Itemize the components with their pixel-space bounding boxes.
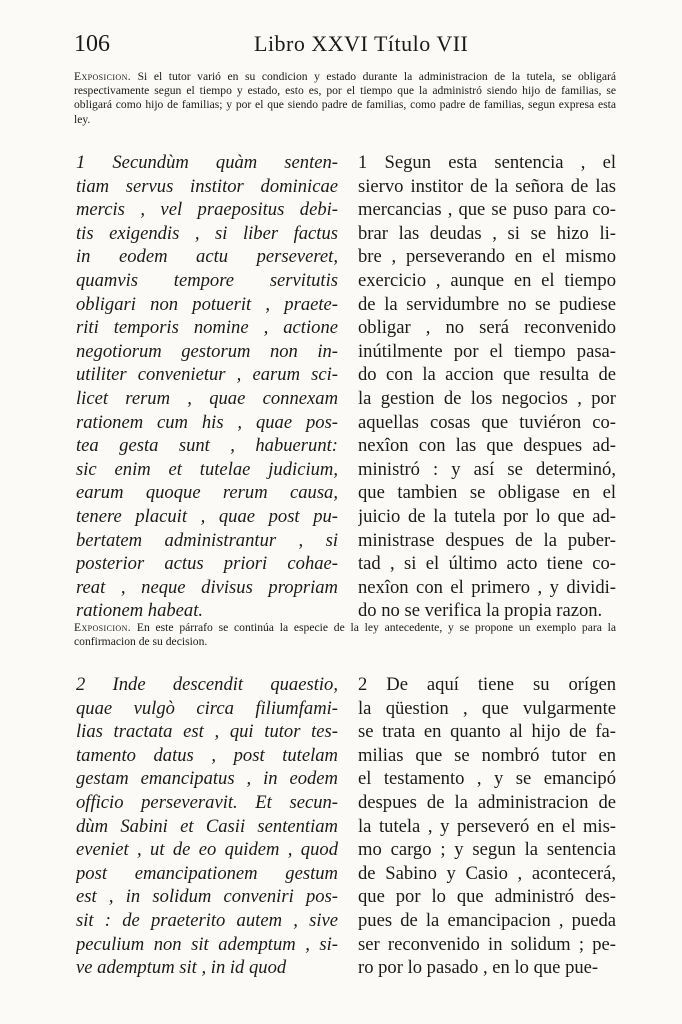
text-line: ser reconvenido in solidum ; pe- <box>358 933 616 955</box>
text-line: inútilmente por el tiempo pasa- <box>358 340 616 362</box>
text-line: dùm Sabini et Casii sententiam <box>76 815 338 837</box>
text-line: exercicio , aunque en el tiempo <box>358 269 616 291</box>
text-line: earum quoque rerum causa, <box>76 482 338 504</box>
text-line: aquellas cosas que tuviéron co- <box>358 411 616 433</box>
exposicion-note-1 <box>74 70 616 127</box>
exposicion-label: Exposicion. <box>74 621 132 634</box>
text-line: la qüestion , que vulgarmente <box>358 697 616 719</box>
text-line: obligari non potuerit , praete- <box>76 293 338 315</box>
text-line: posterior actus priori cohae- <box>76 553 338 575</box>
text-line: la gestion de los negocios , por <box>358 387 616 409</box>
text-line: que por lo que administró des- <box>358 886 616 908</box>
text-line: eveniet , ut de eo quidem , quod <box>76 839 338 861</box>
text-line: quae vulgò circa filiumfami- <box>76 697 338 719</box>
text-line: gestam emancipatus , in eodem <box>76 768 338 790</box>
text-line: el testamento , y se emancipó <box>358 768 616 790</box>
page-header <box>74 31 614 61</box>
spanish-column-section-2 <box>358 673 616 980</box>
text-line: juicio de la tutela por lo que ad- <box>358 505 616 527</box>
latin-column-section-2 <box>76 673 338 980</box>
text-line: reat , neque divisus propriam <box>76 576 338 598</box>
text-line: tiam servus institor dominicae <box>76 175 338 197</box>
text-line: ministró : y así se determinó, <box>358 458 616 480</box>
text-line: rationem cum his , quae pos- <box>76 411 338 433</box>
text-line: mo cargo ; y segun la sentencia <box>358 839 616 861</box>
text-line: 2 De aquí tiene su orígen <box>358 674 616 695</box>
text-line: 2 Inde descendit quaestio, <box>76 674 338 695</box>
text-line: do con la accion que resulta de <box>358 364 616 386</box>
text-line: nexîon con las que despues ad- <box>358 435 616 457</box>
page-number: 106 <box>74 31 110 57</box>
text-line: se trata en quanto al hijo de fa- <box>358 721 616 743</box>
text-line: pues de la emancipacion , pueda <box>358 909 616 931</box>
text-line: ve ademptum sit , in id quod <box>76 957 287 979</box>
running-title: Libro XXVI Título VII <box>254 31 469 56</box>
text-line: do no se verifica la propia razon. <box>358 600 603 622</box>
text-line: ro por lo pasado , en lo que pue- <box>358 957 599 979</box>
exposicion-label: Exposicion. <box>74 70 132 83</box>
text-line: brar las deudas , si se hizo li- <box>358 222 616 244</box>
text-line: de la servidumbre no se pudiese <box>358 293 616 315</box>
text-line: obligar , no será reconvenido <box>358 317 616 339</box>
exposicion-text: En este párrafo se continúa la especie de la ley antecedente, y se propone un exemplo para la confirmacion de su decision. <box>74 621 617 649</box>
text-line: negotiorum gestorum non in- <box>76 340 338 362</box>
text-line: sit : de praeterito autem , sive <box>76 909 338 931</box>
text-line: tenere placuit , quae post pu- <box>76 505 338 527</box>
text-line: despues de la administracion de <box>358 791 616 813</box>
text-line: la tutela , y perseveró en el mis- <box>358 815 616 837</box>
text-line: siervo institor de la señora de las <box>358 175 616 197</box>
text-line: nexîon con el primero , y dividi- <box>358 576 616 598</box>
text-line: est , in solidum conveniri pos- <box>76 886 338 908</box>
text-line: rationem habeat. <box>76 600 204 622</box>
text-line: tamento datus , post tutelam <box>76 744 338 766</box>
exposicion-note-2 <box>74 621 616 649</box>
text-line: ministrase despues de la puber- <box>358 529 616 551</box>
text-line: mercis , vel praepositus debi- <box>76 199 338 221</box>
text-line: lias tractata est , qui tutor tes- <box>76 721 338 743</box>
text-line: mercancias , que se puso para co- <box>358 199 616 221</box>
latin-column-section-1 <box>76 151 338 623</box>
text-line: bre , perseverando en el mismo <box>358 246 616 268</box>
text-line: in eodem actu perseveret, <box>76 246 338 268</box>
spanish-column-section-1 <box>358 151 616 623</box>
text-line: tad , si el último acto tiene co- <box>358 553 616 575</box>
text-line: 1 Segun esta sentencia , el <box>358 152 616 173</box>
text-line: sic enim et tutelae judicium, <box>76 458 338 480</box>
text-line: tis exigendis , si liber factus <box>76 222 338 244</box>
text-line: bertatem administrantur , si <box>76 529 338 551</box>
text-line: tea gesta sunt , habuerunt: <box>76 435 338 457</box>
text-line: licet rerum , quae connexam <box>76 387 338 409</box>
text-line: officio perseveravit. Et secun- <box>76 791 338 813</box>
text-line: riti temporis nomine , actione <box>76 317 338 339</box>
exposicion-text: Si el tutor varió en su condicion y estado durante la administracion de la tutela, se obligará respectivamente segun el tiempo y estado, esto es, por el tiempo que la administró siendo hijo de familias, se obligará como hijo de familias; y por el que siendo padre de familias, como padre de familias, segun expresa esta ley. <box>74 70 616 126</box>
text-line: que tambien se obligase en el <box>358 482 616 504</box>
text-line: 1 Secundùm quàm senten- <box>76 152 338 173</box>
text-line: quamvis tempore servitutis <box>76 269 338 291</box>
text-line: milias que se nombró tutor en <box>358 744 616 766</box>
text-line: post emancipationem gestum <box>76 862 338 884</box>
text-line: de Sabino y Casio , acontecerá, <box>358 862 616 884</box>
text-line: peculium non sit ademptum , si- <box>76 933 338 955</box>
text-line: utiliter convenietur , earum sci- <box>76 364 338 386</box>
